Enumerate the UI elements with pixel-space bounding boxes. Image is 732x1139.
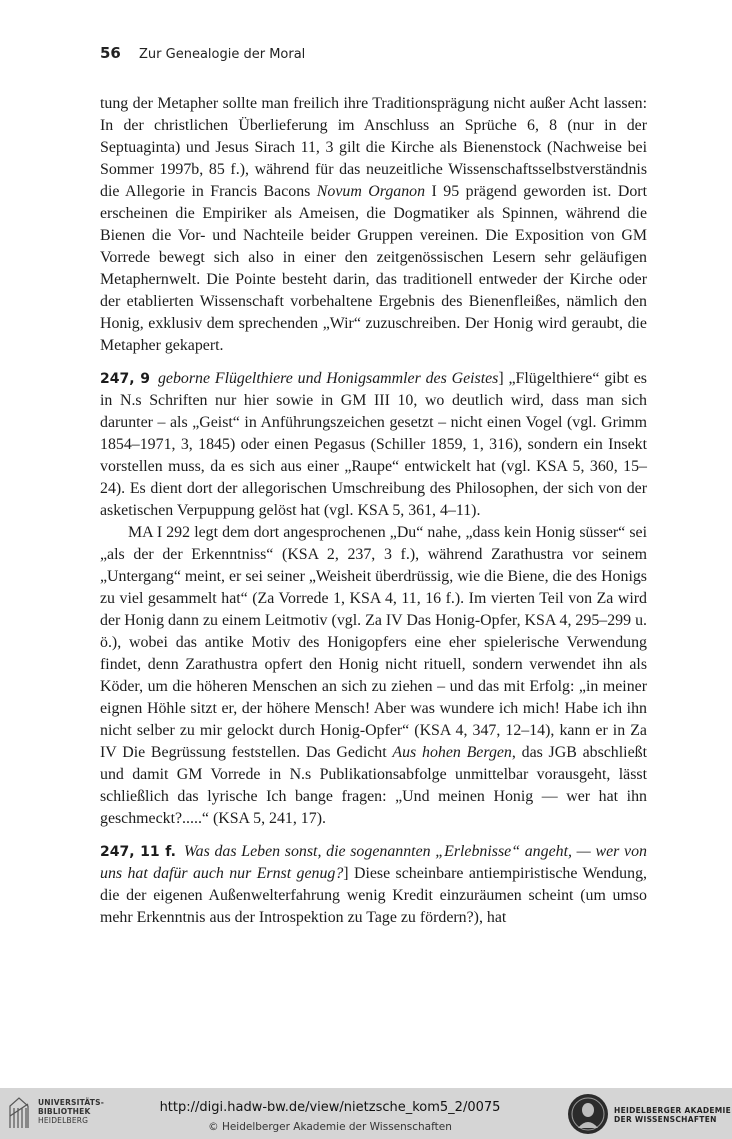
running-header <box>100 44 305 62</box>
academy-line-2: DER WISSENSCHAFTEN <box>614 1115 717 1124</box>
main-text <box>100 93 647 929</box>
paragraph-3 <box>100 522 647 830</box>
copyright-notice: © Heidelberger Akademie der Wissenschaften <box>208 1121 452 1133</box>
text-run: I 95 prägend geworden ist. Dort erscheinen die Empiriker als Ameisen, die Dogmatiker als Spinnen, während die Bienen die Vor- und Nachteile beider Gruppen vereinen. Die Exposition von GM Vorrede bewegt sich also in einer den zeitgenössischen Lesern sehr geläufigen Metaphernwelt. Die Pointe besteht darin, das traditionell entweder der Kirche oder der etablierten Wissenschaft vorbehaltene Ergebnis des Bienenfleißes, nämlich den Honig, exklusiv dem sprechenden „Wir“ zuzuschreiben. Der Honig wird geraubt, die Metapher gekapert. <box>100 183 647 354</box>
academy-line-1: HEIDELBERGER AKADEMIE <box>614 1106 732 1115</box>
line-reference: 247, 11 f. <box>100 844 176 860</box>
page-number: 56 <box>100 44 121 62</box>
commentary-entry-1 <box>100 368 647 522</box>
lemma: Was das Leben sonst, die sogenannten „Erlebnisse“ angeht, — wer von uns hat dafür auch nur Ernst genug? <box>100 843 647 882</box>
library-line-1: UNIVERSITÄTS- <box>38 1098 105 1107</box>
italic-title: Aus hohen Bergen <box>392 744 512 761</box>
text-run: , das JGB abschließt und damit GM Vorrede in N.s Publikationsabfolge unmittelbar vorausgeht, lässt schließlich das lyrische Ich bange fragen: „Und meinen Honig — wer hat ihn geschmeckt?.....“ (KSA 5, 241, 17). <box>100 744 647 827</box>
library-line-3: HEIDELBERG <box>38 1116 89 1125</box>
lemma: geborne Flügelthiere und Honigsammler des Geistes <box>157 370 499 387</box>
line-reference: 247, 9 <box>100 371 151 387</box>
source-url-link[interactable]: http://digi.hadw-bw.de/view/nietzsche_kom5_2/0075 <box>159 1100 501 1115</box>
footer-bar <box>0 1088 732 1139</box>
academy-logo <box>566 1092 732 1136</box>
library-line-2: BIBLIOTHEK <box>38 1107 91 1116</box>
academy-name <box>614 1106 731 1124</box>
academy-seal-icon <box>566 1092 610 1136</box>
text-run: MA I 292 legt dem dort angesprochenen „Du“ nahe, „dass kein Honig süsser“ sei „als der der Erkenntniss“ (KSA 2, 237, 3 f.), während Zarathustra vor seinem „Untergang“ meint, er sei seiner „Weisheit überdrüssig, wie die Biene, die des Honigs zu viel gesammelt hat“ (Za Vorrede 1, KSA 4, 11, 16 f.). Im vierten Teil von Za wird der Honig dann zu einem Leitmotiv (vgl. Za IV Das Honig-Opfer, KSA 4, 295–299 u. ö.), wobei das antike Motiv des Honigopfers eine eher spielerische Verwendung findet, denn Zarathustra opfert den Honig nicht rituell, sondern verwendet ihn als Köder, um die höheren Menschen an sich zu ziehen – und das mit Erfolg: „in meiner eignen Höhle sitzt er, der höhere Mensch! Aber was wundere ich mich! Habe ich ihn nicht selber zu mir gelockt durch Honig-Opfer“ (KSA 4, 347, 12–14), kann er in Za IV Die Begrüssung feststellen. Das Gedicht <box>100 524 647 761</box>
text-run: ] „Flügelthiere“ gibt es in N.s Schriften nur hier sowie in GM III 10, wo deutlich wird, dass man sich darunter – als „Geist“ in Anführungszeichen gesetzt – nicht einen Vogel (vgl. Grimm 1854–1971, 3, 1845) oder einen Pegasus (Schiller 1859, 1, 316), sondern ein Insekt vorstellen muss, da es sich aus einer „Raupe“ entwickelt hat (vgl. KSA 5, 360, 15–24). Es dient dort der allegorischen Umschreibung des Philosophen, der sich von der asketischen Verpuppung gelöst hat (vgl. KSA 5, 361, 4–11). <box>100 370 647 519</box>
running-title: Zur Genealogie der Moral <box>139 47 306 62</box>
text-run: tung der Metapher sollte man freilich ihre Traditionsprägung nicht außer Acht lassen: In der christlichen Überlieferung im Anschluss an Sprüche 6, 8 (nur in der Septuaginta) und Jesus Sirach 11, 3 gilt die Kirche als Bienenstock (Nachweise bei Sommer 1997b, 85 f.), während für das neuzeitliche Wissenschaftsselbstverständnis die Allegorie in Francis Bacons <box>100 95 647 200</box>
italic-title: Novum Organon <box>316 183 426 200</box>
text-run: ] Diese scheinbare antiempiristische Wendung, die der eigenen Außenwelterfahrung wenig Kredit einzuräumen scheint (um umso mehr Erkenntnis aus der Introspektion zu Tage zu fördern?), hat <box>100 865 647 926</box>
paragraph-1 <box>100 93 647 357</box>
commentary-entry-2 <box>100 841 647 929</box>
